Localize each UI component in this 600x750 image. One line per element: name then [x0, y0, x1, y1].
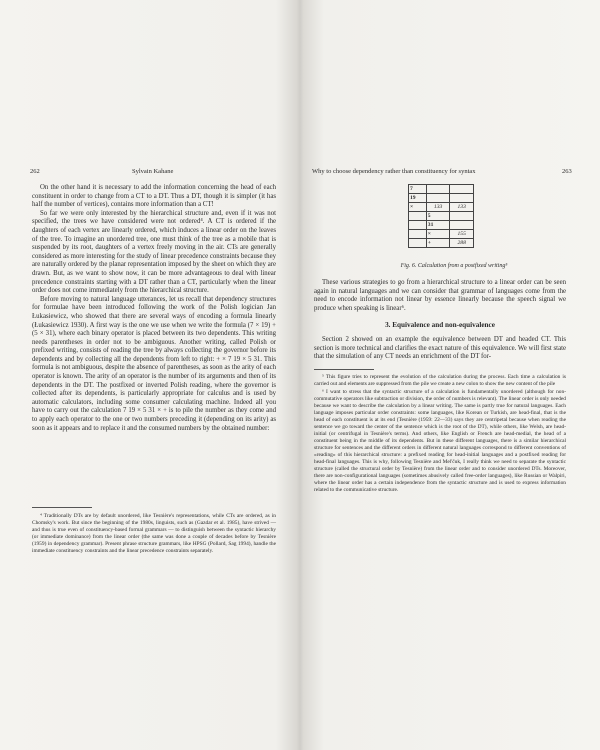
table-cell: 155	[450, 230, 474, 239]
footnote-rule	[32, 507, 92, 508]
left-body-text	[32, 184, 276, 433]
running-head-right: Why to choose dependency rather than constituency for syntax	[312, 168, 476, 175]
paragraph: These various strategies to go from a hierarchical structure to a linear order can be seen again in natural languages and we can consider that grammar of languages come from the need to encode information not linear by essence linearly because the speech signal we produce when speaking is linear⁶.	[314, 279, 566, 312]
right-body-text	[314, 279, 566, 313]
footnote: ⁴ Traditionally DTs are by default unordered, like Tesnière's representations, while CTs are ordered, as in Chomsky's work. But since the beginning of the 1980s, linguists, such as (Gazdar et al. 1985), have strived — and thus is true even of constituency-based formal grammars — to distinguish between the syntactic hierarchy (or immediate dominance) from the linear order (the same was done a couple of decades before by Tesnière (1959) in dependency grammar). Present phrase structure grammars, like HPSG (Pollard, Sag 1994), handle the immediate constituency constraints and the linear precedence constraints separately.	[32, 513, 276, 554]
table-row	[409, 230, 474, 239]
table-cell: 5	[426, 212, 450, 221]
table-cell	[426, 194, 450, 203]
footnote: ⁶ I want to stress that the syntactic structure of a calculation is fundamentally unordered (although for non-commutative operators like subtraction or division, the order of numbers is relevant). The linear order is only needed because we want to describe the calculation by a linear writing. The same is partly true for natural languages. Each language imposes particular order constraints: some languages, like Korean or Turkish, are head-final, that is the head of each constituent is at its end (Tesnière (1959: 22—33) says they are centripetal because when reading the sentence we go toward the center of the sentence which is the root of the DT), while others, like Welsh, are head-initial (or centrifugal in Tesnière's terms). And others, like English or French are head-medial, the head of a constituent being in the middle of its dependents. But in these different languages, there is a similar hierarchical structure for sentences and the different orders in different natural languages correspond to different conventions of «reading» of this hierarchical structure: a prefixed reading for head-initial languages and a postfixed reading for head-final languages. This is why, following Tesnière and Mel'čuk, I really think we need to separate the syntactic structure (called the structural order by Tesnière) from the linear order and to consider unordered DTs. Moreover, there are non-configurational languages (sometimes abusively called free-order languages), like Russian or Walpiri, where the linear order has a certain independence from the syntactic structure and is used to express information related to the communicative structure.	[314, 389, 566, 493]
table-cell	[409, 239, 427, 248]
table-cell: ×	[409, 203, 427, 212]
table-cell: 31	[426, 221, 450, 230]
paragraph: Before moving to natural language utterances, let us recall that dependency structures for formulae have been introduced following the work of the Polish logician Jan Łukasiewicz, who showed that there are several ways of encoding a formula linearly (Łukasiewicz 1930). A first way is the one we use when we write the formula (7 × 19) + (5 × 31), where each binary operator is placed between its two dependents. This writing needs parentheses in order not to be ambiguous. Another writing, called Polish or prefixed writing, consists of reading the tree by always collecting the governor before its dependents and by collecting all the dependents from left to right: + × 7 19 × 5 31. This formula is not ambiguous, despite the absence of parentheses, as soon as the arity of each operator is known. The arity of an operator is the number of its arguments and then of its dependents in the DT. The postfixed or inverted Polish reading, where the governor is collected after its dependents, is particularly appropriate for calculus and is used by automatic calculators, including some consumer calculating machine. Indeed all you have to carry out the calculation 7 19 × 5 31 × + is to pile the number as they come and to apply each operator to the one or two numbers preceding it (depending on its arity) as soon as it appears and to replace it and the consumed numbers by the obtained number:	[32, 295, 276, 432]
table-row	[409, 221, 474, 230]
table-row	[409, 203, 474, 212]
table-cell: +	[426, 239, 450, 248]
left-footnotes	[32, 513, 276, 556]
paragraph: On the other hand it is necessary to add the information concerning the head of each constituent in order to change from a CT to a DT. Thus a DT, though it is simpler (it has half the number of vertices), contains more information than a CT!	[32, 184, 276, 209]
running-head-left: Sylvain Kahane	[132, 168, 174, 175]
table-cell	[409, 212, 427, 221]
calculation-table	[408, 184, 474, 248]
table-cell	[450, 221, 474, 230]
table-cell	[409, 221, 427, 230]
page-number-left: 262	[30, 168, 40, 175]
figure-caption: Fig. 6. Calculation from a postfixed writing⁵	[400, 263, 508, 269]
table-cell	[409, 230, 427, 239]
table-cell: 7	[409, 185, 427, 194]
table-cell: 133	[450, 203, 474, 212]
table-cell	[426, 185, 450, 194]
footnote-rule	[314, 369, 374, 370]
table-cell	[450, 212, 474, 221]
page-number-right: 263	[562, 168, 572, 175]
table-cell	[450, 194, 474, 203]
table-row	[409, 212, 474, 221]
right-page	[300, 0, 600, 750]
table-row	[409, 185, 474, 194]
paragraph: So far we were only interested by the hierarchical structure and, even if it was not specified, the trees we have considered were not ordered⁴. A CT is ordered if the daughters of each vertex are linearly ordered, which induces a linear order on the leaves of the tree. To imagine an unordered tree, one must think of the tree as a mobile that is suspended by its root, daughters of a vertex freely moving in the air. CTs are generally considered as more interesting for the study of linear precedence constraints because they are naturally ordered by the planar representation imposed by the sheet on which they are drawn. But, as we want to show now, it can be more advantageous to deal with linear precedence constraints starting with a DT rather than a CT, particularly when the linear order does not come immediately from the hierarchical structure.	[32, 209, 276, 295]
table-row	[409, 194, 474, 203]
table-cell: 288	[450, 239, 474, 248]
table-cell: 133	[426, 203, 450, 212]
section-heading: 3. Equivalence and non-equivalence	[385, 321, 495, 329]
table-row	[409, 239, 474, 248]
right-footnotes	[314, 374, 566, 495]
right-body-text-2	[314, 336, 566, 362]
footnote: ⁵ This figure tries to represent the evolution of the calculation during the process. Each time a calculation is carried out and elements are suppressed from the pile we create a new colon to show the new content of the pile	[314, 374, 566, 387]
calculation-figure	[408, 184, 474, 248]
table-cell: ×	[426, 230, 450, 239]
paragraph: Section 2 showed on an example the equivalence between DT and headed CT. This section is more technical and clarifies the exact nature of this equivalence. We will first state that the simulation of any CT needs an enrichment of the DT for-	[314, 336, 566, 361]
table-cell: 19	[409, 194, 427, 203]
table-cell	[450, 185, 474, 194]
